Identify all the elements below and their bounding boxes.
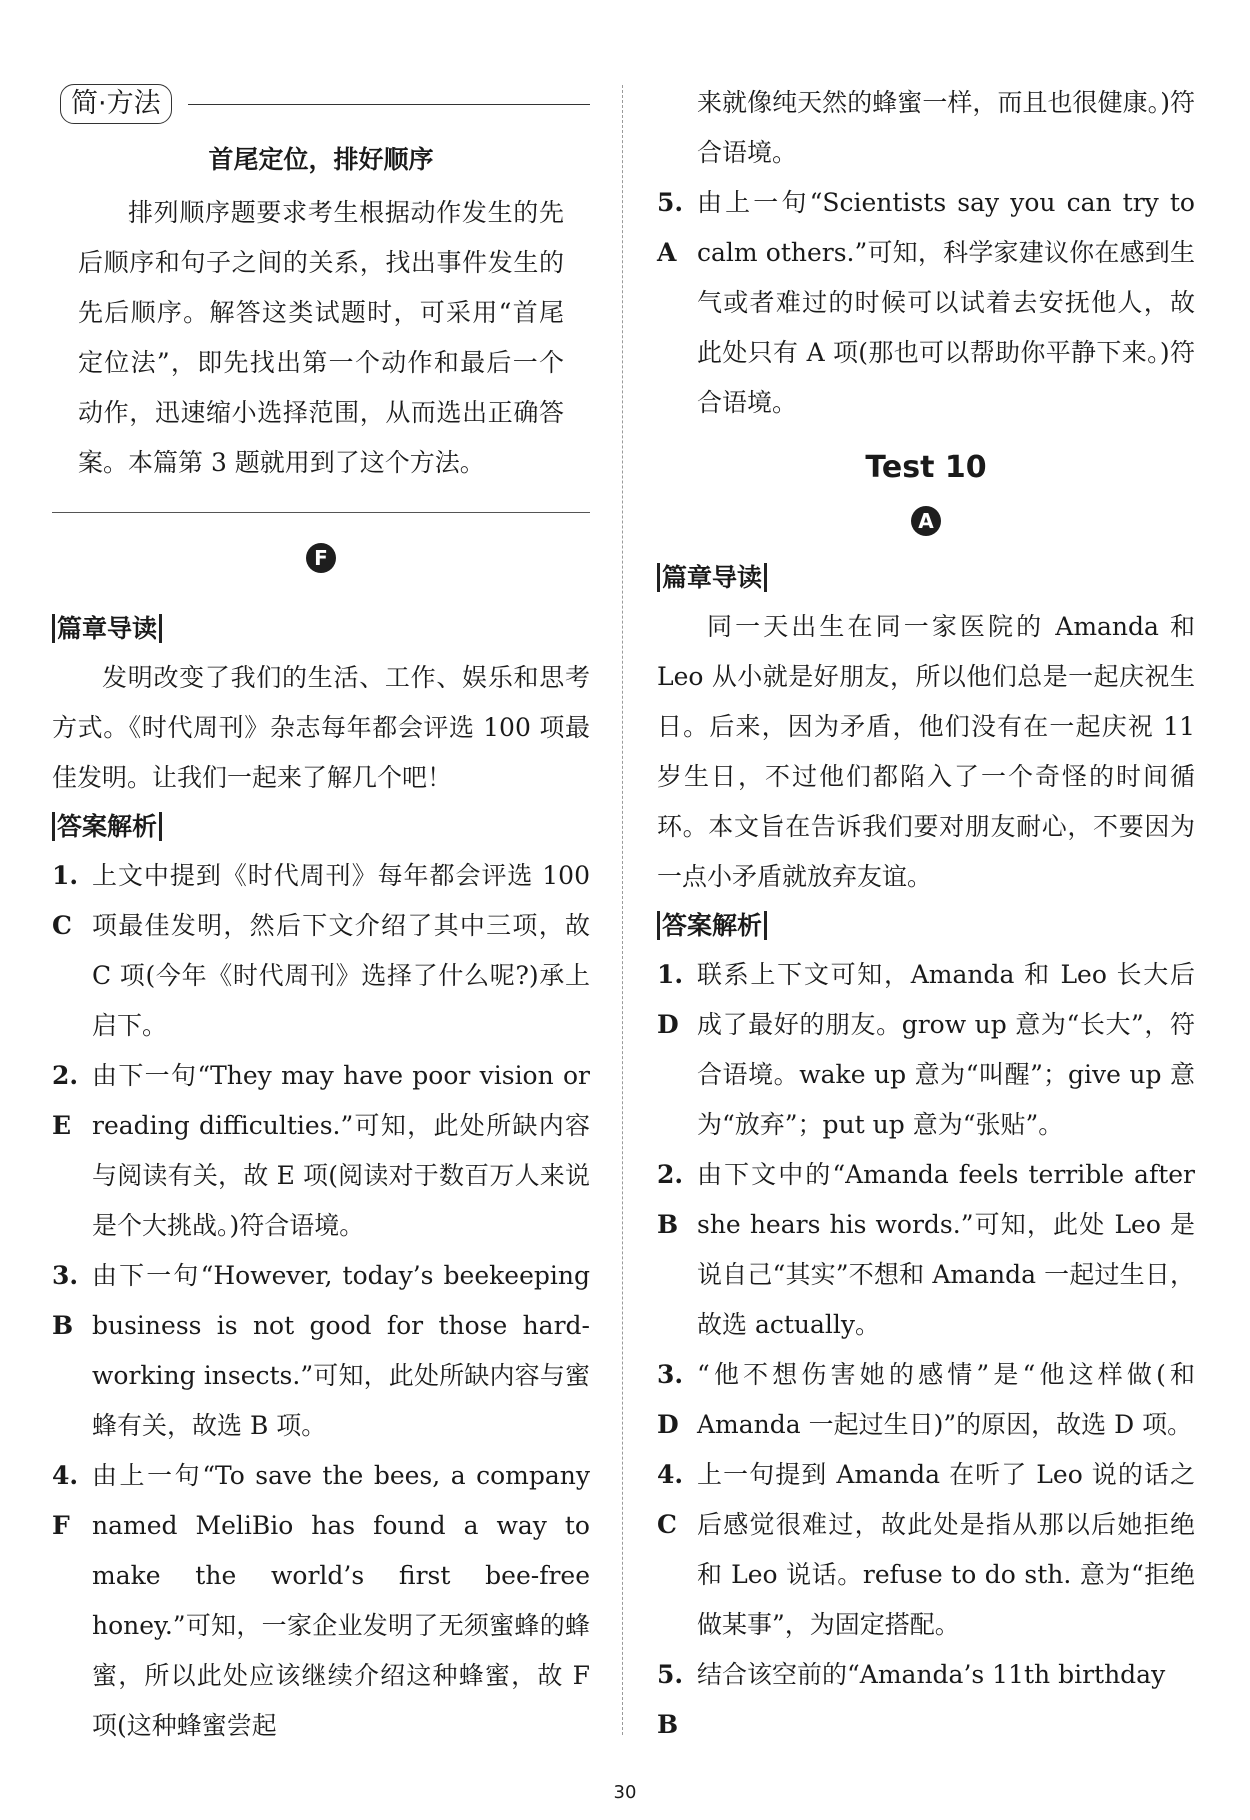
answer-number: 5. A [657,188,684,267]
answer-item [52,1051,590,1251]
answer-number: 3. B [52,1261,79,1340]
answer-text: 联系上下文可知，Amanda 和 Leo 长大后成了最好的朋友。grow up 意为“长大”，符合语境。wake up 意为“叫醒”；give up 意为“放弃”；put up 意为“张贴”。 [697,960,1195,1139]
answer-number: 4. C [657,1460,684,1539]
passage-badge: F [306,543,336,573]
continuation-text: 来就像纯天然的蜂蜜一样，而且也很健康。)符合语境。 [697,88,1195,167]
passage-badge-wrap [52,513,590,605]
answer-text: 由下文中的“Amanda feels terrible after she hears his words.”可知，此处 Leo 是说自己“其实”不想和 Amanda 一起过生日，故选 actually。 [697,1160,1195,1339]
answer-number: 2. E [52,1061,79,1140]
answer-text: 由上一句“Scientists say you can try to calm others.”可知，科学家建议你在感到生气或者难过的时候可以试着去安抚他人，故此处只有 A 项(那也可以帮助你平静下来。)符合语境。 [697,188,1195,417]
answers-heading: 答案解析 [657,902,1195,950]
answer-number: 3. D [657,1360,684,1439]
passage-badge: A [911,506,941,536]
answer-number: 1. C [52,861,79,940]
answer-continuation [657,78,1195,178]
answer-item [657,178,1195,428]
tip-body-box [52,188,590,488]
answer-number: 1. D [657,960,684,1039]
answer-text: 由上一句“To save the bees, a company named MeliBio has found a way to make the world’s first bee-free honey.”可知，一家企业发明了无须蜜蜂的蜂蜜，所以此处应该继续介绍这种蜂蜜，故 F 项(这种蜂蜜尝起 [92,1461,590,1740]
column-divider [622,85,623,1735]
answers-heading: 答案解析 [52,803,590,851]
answer-item [657,1150,1195,1350]
answer-number: 2. B [657,1160,684,1239]
guide-heading: 篇章导读 [52,605,590,653]
right-column [657,78,1195,1739]
answer-item [657,950,1195,1150]
answer-item [52,1251,590,1451]
tip-body: 排列顺序题要求考生根据动作发生的先后顺序和句子之间的关系，找出事件发生的先后顺序。解答这类试题时，可采用“首尾定位法”，即先找出第一个动作和最后一个动作，迅速缩小选择范围，从而选出正确答案。本篇第 3 题就用到了这个方法。 [78,198,564,477]
answer-text: 上文中提到《时代周刊》每年都会评选 100 项最佳发明，然后下文介绍了其中三项，故 C 项(今年《时代周刊》选择了什么呢?)承上启下。 [92,861,590,1040]
answer-item [52,1451,590,1751]
passage-badge-wrap [657,498,1195,554]
answer-text: 结合该空前的“Amanda’s 11th birthday [697,1660,1166,1689]
answer-item [657,1650,1195,1739]
answer-text: 由下一句“They may have poor vision or reading difficulties.”可知，此处所缺内容与阅读有关，故 E 项(阅读对于数百万人来说是个大挑战。)符合语境。 [92,1061,590,1240]
tip-rule [188,104,590,105]
guide-heading: 篇章导读 [657,554,1195,602]
answer-text: 由下一句“However, today’s beekeeping business is not good for those hard-working insects.”可知，此处所缺内容与蜜蜂有关，故选 B 项。 [92,1261,590,1440]
guide-text: 同一天出生在同一家医院的 Amanda 和 Leo 从小就是好朋友，所以他们总是一起庆祝生日。后来，因为矛盾，他们没有在一起庆祝 11 岁生日，不过他们都陷入了一个奇怪的时间循环。本文旨在告诉我们要对朋友耐心，不要因为一点小矛盾就放弃友谊。 [657,612,1195,891]
tip-label: 简·方法 [60,84,172,124]
left-column [52,78,590,1751]
answer-number: 5. B [657,1660,684,1739]
answer-item [52,851,590,1051]
answer-text: “他不想伤害她的感情”是“他这样做(和 Amanda 一起过生日)”的原因，故选 D 项。 [697,1360,1195,1439]
page-number: 30 [613,1782,637,1803]
answer-item [657,1350,1195,1450]
answer-text: 上一句提到 Amanda 在听了 Leo 说的话之后感觉很难过，故此处是指从那以后她拒绝和 Leo 说话。refuse to do sth. 意为“拒绝做某事”，为固定搭配。 [697,1460,1195,1639]
tip-title: 首尾定位，排好顺序 [208,145,434,174]
guide-text: 发明改变了我们的生活、工作、娱乐和思考方式。《时代周刊》杂志每年都会评选 100 项最佳发明。让我们一起来了解几个吧！ [52,663,590,792]
tip-header [52,78,590,130]
answer-number: 4. F [52,1461,79,1540]
test-title: Test 10 [865,450,987,485]
answer-item [657,1450,1195,1650]
